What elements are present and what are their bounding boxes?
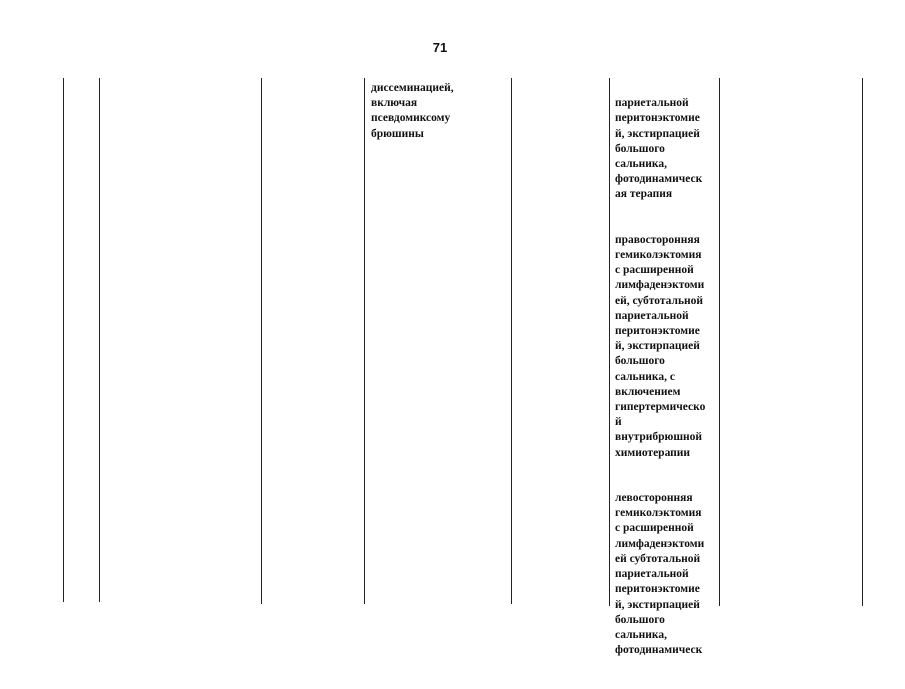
table-cell-diagnosis: диссеминацией, включая псевдомиксому брюшины xyxy=(371,82,454,140)
treatment-block-1: париетальной перитонэктомие й, экстирпацией большого сальника, фотодинамическ ая терапия xyxy=(615,97,703,201)
table-column-divider-2 xyxy=(261,78,262,604)
table-column-divider-3 xyxy=(364,78,365,604)
page-number: 71 xyxy=(432,40,448,55)
table-border-left-inner xyxy=(99,78,100,602)
table-cell-treatment xyxy=(615,81,720,657)
table-column-divider-4 xyxy=(511,78,512,604)
treatment-block-3: левосторонняя гемиколэктомия с расширенной лимфаденэктоми ей субтотальной париетальной перитонэктомие й, экстирпацией большого сальника, фотодинамическ xyxy=(615,492,705,657)
table-border-right xyxy=(862,78,863,606)
table-border-left-outer xyxy=(63,78,64,602)
treatment-block-2: правосторонняя гемиколэктомия с расширенной лимфаденэктоми ей, субтотальной париетальной перитонэктомие й, экстирпацией большого сальника, с включением гипертермическо й внутрибрюшной химиотерапии xyxy=(615,233,706,459)
table-column-divider-5 xyxy=(609,78,610,606)
